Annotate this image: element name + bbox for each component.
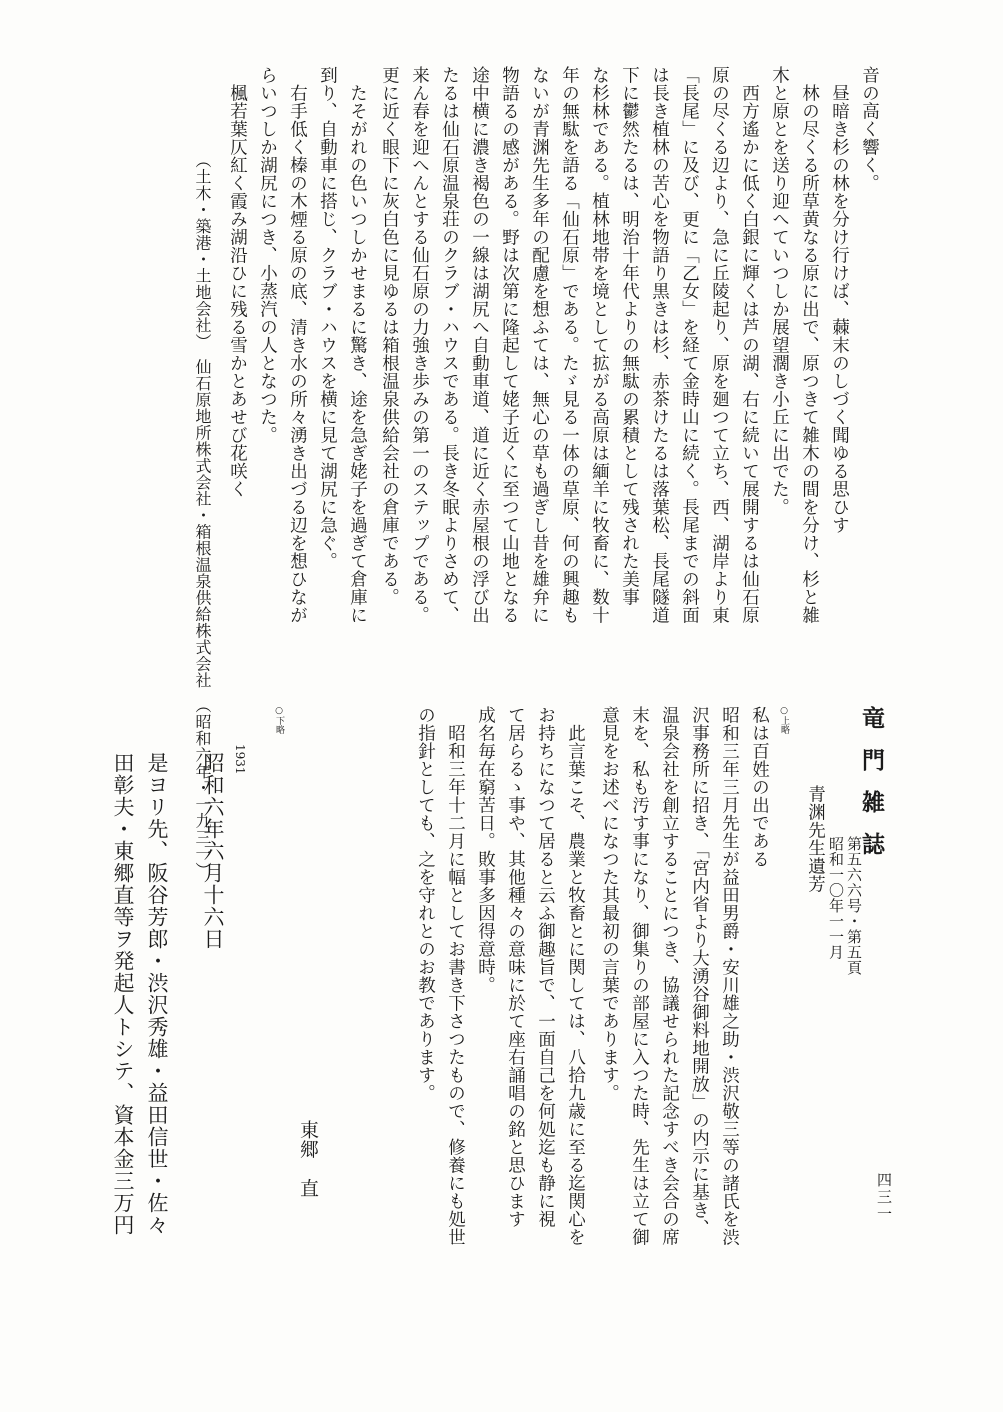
source-note: （土木・築港・土地会社） 仙石原地所株式会社・箱根温泉供給株式会社 （昭和六年・一九三一） <box>193 152 212 879</box>
text-line: 更に近く眼下に灰白色に見ゆるは箱根温泉供給会社の倉庫である。 <box>379 66 400 606</box>
text-line: 物語るの感がある。野は次第に隆起して姥子近くに至つて山地となる <box>499 66 520 624</box>
issue-number: 第五六六号・第五頁 <box>845 836 863 976</box>
text-line: お持ちになつて居ると云ふ御趣旨で、一面自己を何処迄も静に視 <box>535 706 556 1228</box>
ellipsis-bottom: ○下略 <box>274 706 284 734</box>
text-line: 右手低く榛の木煙る原の底、清き水の所々湧き出づる辺を想ひなが <box>287 66 308 624</box>
text-line: 末を、私も汚す事になり、御集りの部屋に入つた時、先生は立て御 <box>629 706 650 1246</box>
magazine-title: 竜門雑誌 <box>858 706 885 874</box>
text-line: たるは仙石原温泉荘のクラブ・ハウスである。長き冬眠よりさめて、 <box>439 66 460 624</box>
ellipsis-top: ○上略 <box>779 706 789 734</box>
section-title: 青渊先生遺芳 <box>805 785 826 893</box>
text-line: 沢事務所に招き、「宮内省より大湧谷御料地開放」の内示に基き、 <box>689 706 710 1238</box>
entry-text: 是ヨリ先、阪谷芳郎・渋沢秀雄・益田信世・佐々 <box>145 752 169 1236</box>
text-line: 西方遙かに低く白銀に輝くは芦の湖、右に続いて展開するは仙石原 <box>739 66 760 624</box>
text-line: 原の尽くる辺より、急に丘陵起り、原を廻つて立ち、西、湖岸より東 <box>709 66 730 624</box>
text-line: 楓若葉仄紅く霞み湖沿ひに残る雪かとあせび花咲く <box>227 66 248 498</box>
text-line: の指針としても、之を守れとのお教であります。 <box>415 706 436 1102</box>
text-line: 下に鬱然たるは、明治十年代よりの無駄の累積として残された美事 <box>619 66 640 606</box>
text-line: 到り、自動車に搭じ、クラブ・ハウスを横に見て湖尻に急ぐ。 <box>317 66 338 570</box>
text-line: たそがれの色いつしかせまるに驚き、途を急ぎ姥子を過ぎて倉庫に <box>347 66 368 624</box>
text-line: 途中横に濃き褐色の一線は湖尻へ自動車道、道に近く赤屋根の浮び出 <box>469 66 490 624</box>
text-line: 林の尽くる所草黄なる原に出で、原つきて雑木の間を分け、杉と雑 <box>799 66 820 624</box>
text-line: らいつしか湖尻につき、小蒸汽の人となつた。 <box>257 66 278 444</box>
text-line: 年の無駄を語る「仙石原」である。たゞ見る一体の草原、何の興趣も <box>559 66 580 624</box>
text-line: な杉林である。植林地帯を境として拡がる高原は緬羊に牧畜に、数十 <box>589 66 610 624</box>
entry-text: 田彰夫・東郷直等ヲ発起人トシテ、資本金三万円 <box>111 752 135 1236</box>
text-line: 意見をお述べになつた其最初の言葉であります。 <box>599 706 620 1102</box>
text-line: ないが青渊先生多年の配慮を想ふては、無心の草も過ぎし昔を雄弁に <box>529 66 550 624</box>
entry-date: 昭和六年六月十六日 <box>201 752 225 950</box>
text-line: 昭和三年三月先生が益田男爵・安川雄之助・渋沢敬三等の諸氏を渋 <box>719 706 740 1246</box>
text-line: 私は百姓の出である <box>749 706 770 868</box>
text-line: 此言葉こそ、農業と牧畜とに関しては、八拾九歳に至る迄関心を <box>565 706 586 1246</box>
text-line: 昼暗き杉の林を分け行けば、蕀末のしづく聞ゆる思ひす <box>829 66 850 534</box>
text-line: 昭和三年十二月に幅としてお書き下さつたもので、修養にも処世 <box>445 706 466 1246</box>
author-name: 東郷 直 <box>297 1120 319 1198</box>
text-line: て居らるゝ事や、其他種々の意味に於て座右誦唱の銘と思ひます <box>505 706 526 1228</box>
issue-date: 昭和一〇年一一月 <box>827 836 845 960</box>
text-line: 来ん春を迎へんとする仙石原の力強き歩みの第一のステップである。 <box>409 66 430 624</box>
text-line: 音の高く響く。 <box>859 66 880 192</box>
text-line: 「長尾」に及び、更に「乙女」を経て金時山に続く。長尾までの斜面 <box>679 66 700 624</box>
entry-year: 1931 <box>233 744 247 775</box>
text-line: 温泉会社を創立することにつき、協議せられた記念すべき会合の席 <box>659 706 680 1246</box>
text-line: は長き植林の苦心を物語り黒きは杉、赤茶けたるは落葉松、長尾隧道 <box>649 66 670 624</box>
text-line: 木と原とを送り迎へていつしか展望濶き小丘に出でた。 <box>769 66 790 516</box>
page-number: 四三一 <box>875 1172 893 1223</box>
text-line: 成名毎在窮苦日。敗事多因得意時。 <box>475 706 496 994</box>
